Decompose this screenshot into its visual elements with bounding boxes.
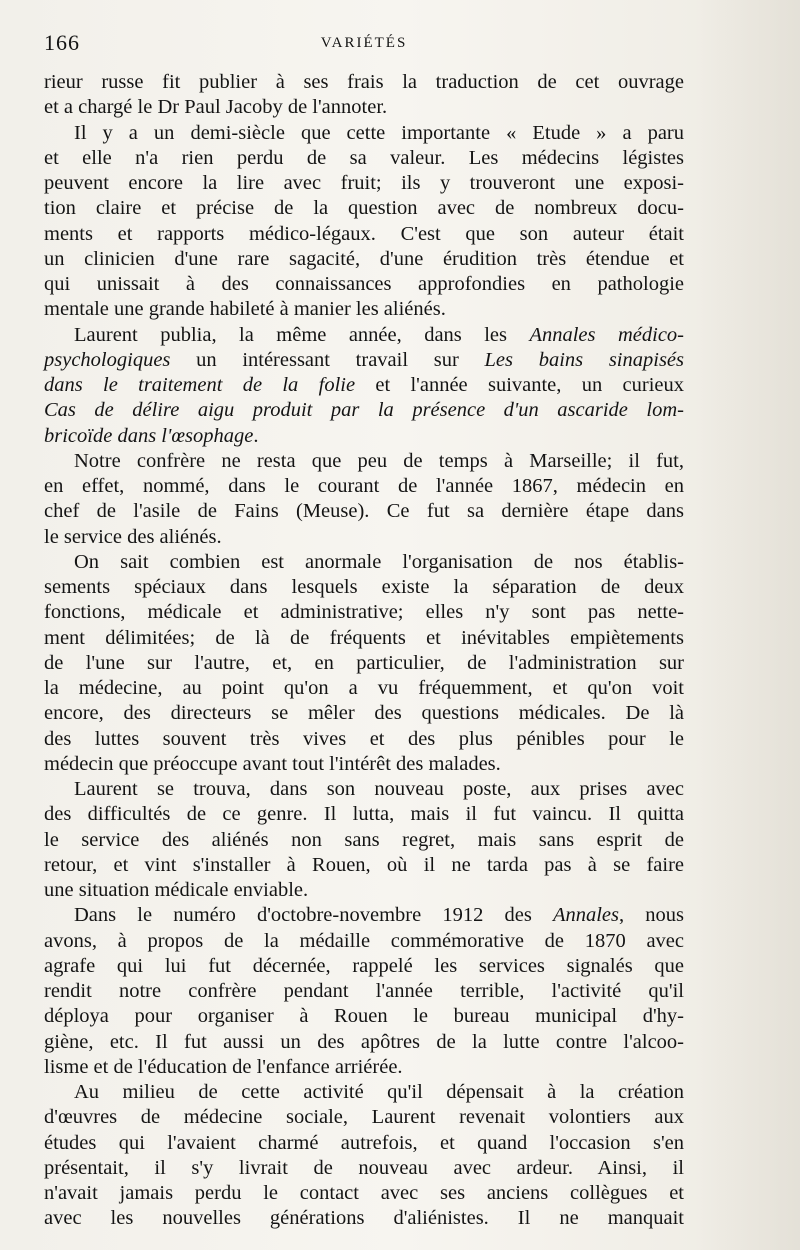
text-line xyxy=(44,878,684,903)
text-line xyxy=(44,1080,684,1105)
text-segment: ments et rapports médico-légaux. C'est que son auteur était xyxy=(44,222,684,245)
text-segment: le service des aliénés. xyxy=(44,525,222,548)
text-line xyxy=(44,1156,684,1181)
text-segment: mentale une grande habileté à manier les aliénés. xyxy=(44,298,446,321)
text-segment: lisme et de l'éducation de l'enfance arriérée. xyxy=(44,1055,403,1078)
text-segment: des luttes souvent très vives et des plus pénibles pour le xyxy=(44,727,684,750)
text-segment: avons, à propos de la médaille commémorative de 1870 avec xyxy=(44,929,684,952)
text-segment: ment délimitées; de là de fréquents et inévitables empiètements xyxy=(44,626,684,649)
text-segment: Il y a un demi-siècle que cette importante « Etude » a paru xyxy=(74,121,684,144)
text-line xyxy=(44,903,684,928)
text-line xyxy=(44,651,684,676)
text-segment: Laurent se trouva, dans son nouveau poste, aux prises avec xyxy=(74,778,684,800)
text-segment: giène, etc. Il fut aussi un des apôtres de la lutte contre l'alcoo- xyxy=(44,1030,684,1053)
text-segment: Notre confrère ne resta que peu de temps à Marseille; il fut, xyxy=(74,449,684,472)
text-line xyxy=(44,828,684,853)
text-line xyxy=(44,499,684,524)
text-line xyxy=(44,95,684,120)
text-line xyxy=(44,626,684,651)
text-line xyxy=(44,1206,684,1231)
text-segment: et elle n'a rien perdu de sa valeur. Les médecins légistes xyxy=(44,146,684,169)
text-line xyxy=(44,929,684,954)
text-segment: On sait combien est anormale l'organisation de nos établis- xyxy=(74,550,684,573)
text-line xyxy=(44,146,684,171)
italic-text: Annales médico- xyxy=(529,323,684,346)
text-line xyxy=(44,398,684,423)
text-line xyxy=(44,676,684,701)
text-line xyxy=(44,247,684,272)
italic-text: psychologiques xyxy=(44,348,171,371)
text-segment: de l'une sur l'autre, et, en particulier, de l'administration sur xyxy=(44,651,684,674)
text-segment: avec les nouvelles générations d'aliénistes. Il ne manquait xyxy=(44,1207,684,1230)
text-segment: études qui l'avaient charmé autrefois, et quand l'occasion s'en xyxy=(44,1131,684,1154)
text-segment: un clinicien d'une rare sagacité, d'une érudition très étendue et xyxy=(44,247,684,270)
running-head: VARIÉTÉS xyxy=(320,35,408,51)
italic-text: Cas de délire aigu produit par la présence d'un ascaride lom- xyxy=(44,399,684,422)
text-segment: et a chargé le Dr Paul Jacoby de l'annoter. xyxy=(44,96,388,119)
text-segment: présentait, il s'y livrait de nouveau avec ardeur. Ainsi, il xyxy=(44,1156,684,1179)
italic-text: Les bains sinapisés xyxy=(484,348,684,371)
text-line xyxy=(44,196,684,221)
text-line xyxy=(44,600,684,625)
text-segment: tion claire et précise de la question avec de nombreux docu- xyxy=(44,197,684,220)
text-line xyxy=(44,701,684,726)
text-line xyxy=(44,777,684,802)
text-segment: n'avait jamais perdu le contact avec ses anciens collègues et xyxy=(44,1182,684,1204)
text-line xyxy=(44,979,684,1004)
text-line xyxy=(44,171,684,196)
text-segment: rendit notre confrère pendant l'année terrible, l'activité qu'il xyxy=(44,980,684,1002)
text-segment: Au milieu de cette activité qu'il dépensait à la création xyxy=(74,1081,684,1103)
text-segment: agrafe qui lui fut décernée, rappelé les services signalés que xyxy=(44,954,684,977)
text-line xyxy=(44,752,684,777)
text-segment: chef de l'asile de Fains (Meuse). Ce fut sa dernière étape dans xyxy=(44,500,684,523)
text-line xyxy=(44,474,684,499)
text-segment: retour, et vint s'installer à Rouen, où il ne tarda pas à se faire xyxy=(44,853,684,876)
text-segment: la médecine, au point qu'on a vu fréquemment, et qu'on voit xyxy=(44,677,684,699)
text-line xyxy=(44,424,684,449)
text-segment: qui unissait à des connaissances approfondies en pathologie xyxy=(44,273,684,295)
text-segment: sements spéciaux dans lesquels existe la séparation de deux xyxy=(44,576,684,598)
text-line xyxy=(44,1105,684,1130)
body-text xyxy=(44,70,684,1232)
text-line xyxy=(44,1131,684,1156)
text-line xyxy=(44,297,684,322)
text-segment: médecin que préoccupe avant tout l'intérêt des malades. xyxy=(44,752,501,775)
text-line xyxy=(44,954,684,979)
italic-text: dans le traitement de la folie xyxy=(44,374,356,396)
text-segment: une situation médicale enviable. xyxy=(44,879,309,901)
text-segment: rieur russe fit publier à ses frais la traduction de cet ouvrage xyxy=(44,71,684,93)
text-line xyxy=(44,348,684,373)
text-segment: fonctions, médicale et administrative; elles n'y sont pas nette- xyxy=(44,601,684,624)
text-segment: le service des aliénés non sans regret, mais sans esprit de xyxy=(44,828,684,851)
italic-text: bricoïde dans l'œsophage xyxy=(44,424,254,447)
page-edge-shadow xyxy=(695,0,800,1250)
text-segment: , nous xyxy=(619,904,684,927)
text-segment: Dans le numéro d'octobre-novembre 1912 des xyxy=(74,904,553,927)
text-line xyxy=(44,373,684,398)
page-number: 166 xyxy=(44,30,80,55)
text-line xyxy=(44,272,684,297)
text-segment: des difficultés de ce genre. Il lutta, mais il fut vaincu. Il quitta xyxy=(44,803,684,826)
text-line xyxy=(44,525,684,550)
text-line xyxy=(44,1181,684,1206)
text-segment: d'œuvres de médecine sociale, Laurent revenait volontiers aux xyxy=(44,1106,684,1129)
text-line xyxy=(44,550,684,575)
text-segment: déploya pour organiser à Rouen le bureau municipal d'hy- xyxy=(44,1005,684,1028)
italic-text: Annales xyxy=(552,904,619,927)
text-line xyxy=(44,323,684,348)
page-header xyxy=(44,30,684,64)
text-segment: et l'année suivante, un curieux xyxy=(355,374,684,396)
text-line xyxy=(44,449,684,474)
text-line xyxy=(44,1055,684,1080)
text-segment: en effet, nommé, dans le courant de l'année 1867, médecin en xyxy=(44,475,684,497)
text-line xyxy=(44,1030,684,1055)
text-line xyxy=(44,222,684,247)
text-line xyxy=(44,121,684,146)
text-segment: peuvent encore la lire avec fruit; ils y trouveront une exposi- xyxy=(44,172,684,194)
text-segment: encore, des directeurs se mêler des questions médicales. De là xyxy=(44,702,684,725)
text-segment: Laurent publia, la même année, dans les xyxy=(74,323,530,346)
text-line xyxy=(44,727,684,752)
text-line xyxy=(44,1004,684,1029)
text-line xyxy=(44,853,684,878)
text-line xyxy=(44,802,684,827)
text-line xyxy=(44,575,684,600)
text-line xyxy=(44,70,684,95)
text-segment: . xyxy=(253,424,259,447)
text-segment: un intéressant travail sur xyxy=(170,348,485,371)
